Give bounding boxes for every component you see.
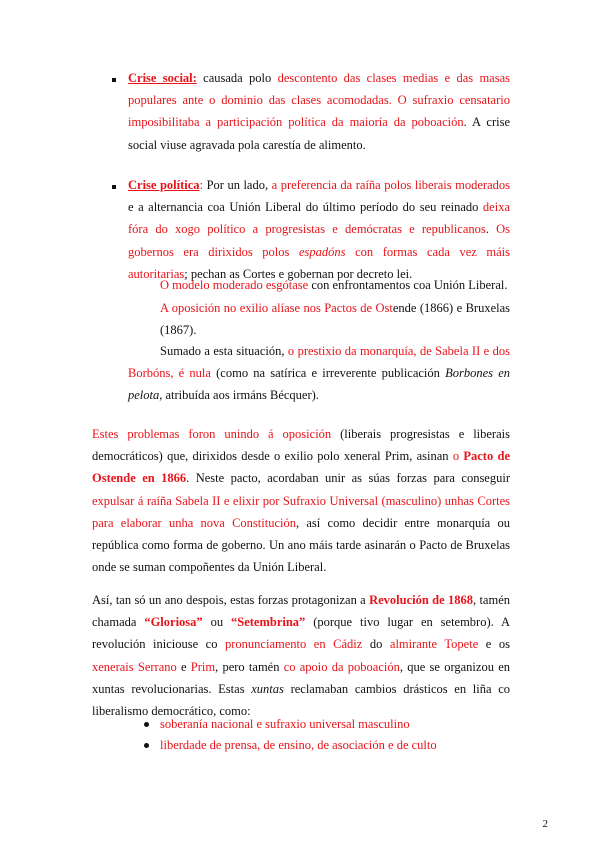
sub-item-prestixio: Sumado a esta situación, o prestixio da monarquía, de Sabela II e dos Borbóns, é nula (como na satírica e irreverente publicación Borbones en pelota, atribuída aos irmáns Bécquer). — [128, 344, 511, 403]
crise-social-text: Crise social: causada polo descontento das clases medias e das masas populares ante o dominio das clases acomodadas. O sufraxio censatario imposibilitaba a participación política da maioría da poboación. A crise social viuse agravada pola carestía de alimento. — [128, 71, 511, 152]
bullet-marker — [112, 185, 116, 189]
crise-politica-item — [128, 174, 510, 285]
crise-social-item — [128, 67, 510, 156]
bullet-marker — [112, 78, 116, 82]
crise-politica-heading: Crise política — [128, 178, 200, 192]
sub-item-oposicion: A oposición no exilio alíase nos Pactos de Ostende (1866) e Bruxelas (1867). — [160, 301, 511, 338]
sub-item-modelo: O modelo moderado esgótase con enfrontamentos coa Unión Liberal. — [160, 278, 508, 292]
list-item: soberanía nacional e sufraxio universal masculino — [160, 717, 410, 731]
list-bullet — [144, 722, 149, 727]
page-number: 2 — [542, 818, 548, 830]
crise-politica-text: Crise política: Por un lado, a preferencia da raíña polos liberais moderados e a alternancia coa Unión Liberal do último período do seu reinado deixa fóra do xogo político a progresistas e demócratas e republicanos. Os gobernos era dirixidos polos espadóns con formas cada vez máis autoritarias; pechan as Cortes e gobernan por decreto lei. — [128, 178, 511, 281]
paragraph-revolucion-1868: Así, tan só un ano despois, estas forzas protagonizan a Revolución de 1868, tamén chamada “Gloriosa” ou “Setembrina” (porque tivo lugar en setembro). A revolución iniciouse co pronunciamento en Cádiz do almirante Topete e os xenerais Serrano e Prim, pero tamén co apoio da poboación, que se organizou en xuntas revolucionarias. Estas xuntas reclamaban cambios drásticos en liña co liberalismo democrático, como: — [92, 593, 511, 719]
paragraph-pacto-ostende: Estes problemas foron unindo á oposición (liberais progresistas e liberais democráticos) que, dirixidos desde o exilio polo xeneral Prim, asinan o Pacto de Ostende en 1866. Neste pacto, acordaban unir as súas forzas para conseguir expulsar á raíña Sabela II e elixir por Sufraxio Universal (masculino) unhas Cortes para elaborar unha nova Constitución, así como decidir entre monarquía ou república como forma de goberno. Un ano máis tarde asinarán o Pacto de Bruxelas onde se suman compoñentes da Unión Liberal. — [92, 427, 511, 575]
crise-social-heading: Crise social: — [128, 71, 197, 85]
list-item: liberdade de prensa, de ensino, de asociación e de culto — [160, 738, 437, 752]
list-bullet — [144, 743, 149, 748]
